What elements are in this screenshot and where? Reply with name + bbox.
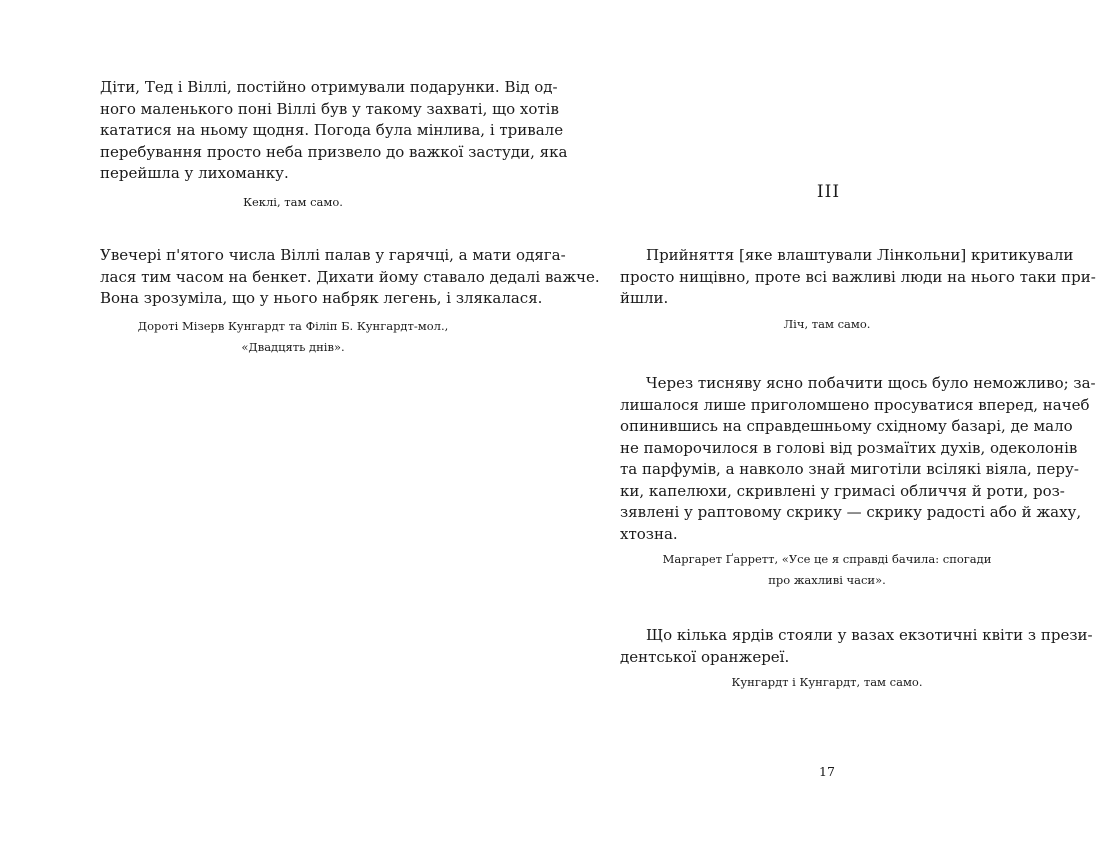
text-line: Прийняття [яке влаштували Лінкольни] критикували — [646, 246, 1074, 264]
section-number: III — [816, 182, 841, 202]
quote-text — [620, 373, 1096, 545]
quote-text — [620, 625, 1093, 668]
text-line: йшли. — [620, 289, 669, 307]
attribution-line: Дороті Мізерв Кунгардт та Філіп Б. Кунгардт-мол., — [137, 318, 449, 333]
attribution — [100, 192, 486, 213]
text-line: Що кілька ярдів стояли у вазах екзотичні квіти з прези- — [646, 626, 1093, 644]
text-line: кататися на ньому щодня. Погода була мінлива, і тривале — [100, 121, 564, 139]
text-line: ки, капелюхи, скривлені у гримасі обличчя й роти, роз- — [620, 481, 1065, 500]
quote-text — [100, 245, 600, 310]
text-line: та парфумів, а навколо знай миготіли всілякі віяла, перу- — [620, 460, 1079, 478]
right-page — [552, 0, 1105, 850]
attribution — [620, 314, 1034, 335]
text-line: Діти, Тед і Віллі, постійно отримували подарунки. Від од- — [100, 78, 558, 96]
quote-block-2 — [100, 245, 600, 358]
text-line: перебування просто неба призвело до важкої застуди, яка — [100, 142, 568, 161]
quote-text — [620, 245, 1096, 310]
attribution-line: про жахливі часи». — [768, 573, 886, 587]
text-line: ного маленького поні Віллі був у такому захваті, що хотів — [100, 99, 559, 118]
attribution-line: Ліч, там само. — [783, 316, 871, 331]
quote-text — [100, 77, 568, 185]
text-line: опинившись на справдешньому східному базарі, де мало — [620, 417, 1073, 435]
page-number: 17 — [819, 764, 835, 779]
text-line: Увечері п'ятого числа Віллі палав у гарячці, а мати одяга- — [100, 246, 566, 264]
attribution-line: Маргарет Ґарретт, «Усе це я справді бачила: спогади — [662, 552, 992, 566]
text-line: зявлені у раптовому скрику — скрику радості або й жаху, — [620, 503, 1082, 521]
quote-block-1 — [100, 77, 568, 213]
quote-block-2 — [620, 373, 1096, 591]
text-line: лася тим часом на бенкет. Дихати йому ставало дедалі важче. — [100, 267, 600, 286]
quote-block-3 — [620, 625, 1093, 693]
attribution — [100, 316, 486, 358]
attribution-line: Кеклі, там само. — [243, 194, 343, 209]
text-line: перейшла у лихоманку. — [100, 164, 289, 182]
text-line: хтозна. — [620, 524, 678, 543]
text-line: дентської оранжереї. — [620, 647, 790, 666]
text-line: лишалося лише приголомшено просуватися вперед, начеб — [620, 395, 1090, 414]
text-line: не паморочилося в голові від розмаїтих духів, одеколонів — [620, 438, 1078, 457]
text-line: Вона зрозуміла, що у нього набряк легень, і злякалася. — [100, 289, 543, 307]
text-line: просто нищівно, проте всі важливі люди на нього таки при- — [620, 267, 1096, 286]
attribution — [620, 549, 1034, 591]
quote-block-1 — [620, 245, 1096, 335]
attribution-line: «Двадцять днів». — [241, 339, 345, 354]
text-line: Через тисняву ясно побачити щось було неможливо; за- — [646, 374, 1096, 392]
attribution-line: Кунгардт і Кунгардт, там само. — [731, 675, 923, 689]
attribution — [620, 672, 1034, 693]
